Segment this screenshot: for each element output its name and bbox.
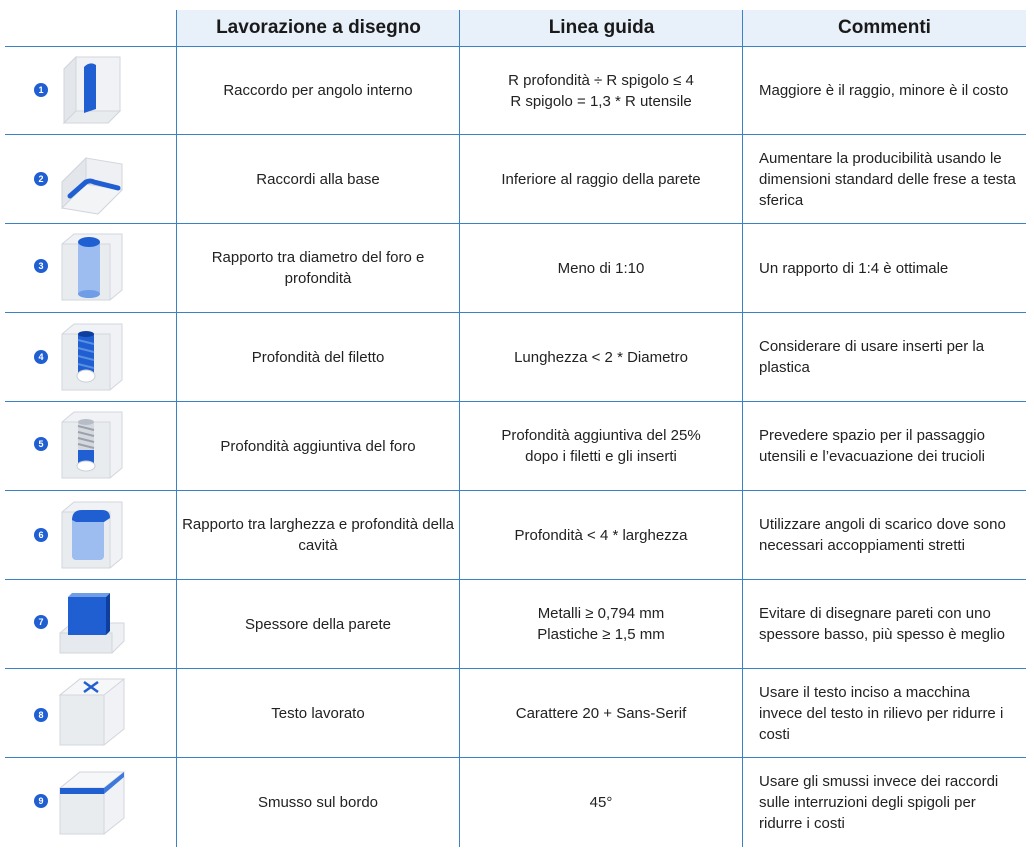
guideline-cell: Profondità < 4 * larghezza bbox=[514, 526, 688, 544]
feature-cell: Spessore della parete bbox=[245, 615, 391, 633]
row-number-badge: 4 bbox=[34, 350, 48, 364]
guideline-cell: 45° bbox=[589, 794, 613, 811]
cavity-icon bbox=[56, 498, 128, 572]
row-number-badge: 2 bbox=[34, 172, 48, 186]
guideline-cell: R profondità ÷ R spigolo ≤ 4 R spigolo = 1,3 * R utensile bbox=[508, 71, 694, 110]
comment-cell: Prevedere spazio per il passaggio utensili e l’evacuazione dei trucioli bbox=[759, 427, 985, 465]
row-number-badge: 8 bbox=[34, 708, 48, 722]
comment-cell: Evitare di disegnare pareti con uno spessore basso, più spesso è meglio bbox=[759, 605, 1005, 643]
guideline-cell: Lunghezza < 2 * Diametro bbox=[514, 348, 688, 366]
guideline-cell: Metalli ≥ 0,794 mm Plastiche ≥ 1,5 mm bbox=[537, 605, 665, 643]
comment-cell: Aumentare la producibilità usando le dimensioni standard delle frese a testa sferica bbox=[759, 149, 1016, 209]
feature-cell: Smusso sul bordo bbox=[257, 794, 379, 811]
feature-cell: Rapporto tra diametro del foro e profondità bbox=[211, 249, 425, 287]
header-feature: Lavorazione a disegno bbox=[216, 17, 421, 38]
comment-cell: Usare gli smussi invece dei raccordi sulle interruzioni degli spigoli per ridurre i costi bbox=[759, 773, 999, 832]
thread-depth-icon bbox=[56, 320, 128, 394]
row-number-badge: 3 bbox=[34, 259, 48, 273]
extra-hole-depth-icon bbox=[56, 408, 128, 482]
comment-cell: Usare il testo inciso a macchina invece del testo in rilievo per ridurre i costi bbox=[759, 683, 1004, 743]
row-number-badge: 9 bbox=[34, 794, 48, 808]
feature-cell: Profondità aggiuntiva del foro bbox=[220, 437, 416, 455]
feature-cell: Rapporto tra larghezza e profondità della cavità bbox=[182, 516, 454, 554]
floor-fillet-icon bbox=[56, 142, 128, 216]
row-number-badge: 6 bbox=[34, 528, 48, 542]
guideline-cell: Carattere 20 + Sans-Serif bbox=[515, 704, 687, 722]
feature-cell: Profondità del filetto bbox=[251, 348, 385, 366]
feature-cell: Testo lavorato bbox=[271, 704, 365, 722]
header-comments: Commenti bbox=[838, 17, 931, 38]
guideline-cell: Meno di 1:10 bbox=[557, 259, 645, 277]
guideline-cell: Profondità aggiuntiva del 25% dopo i filetti e gli inserti bbox=[501, 427, 701, 465]
comment-cell: Un rapporto di 1:4 è ottimale bbox=[759, 259, 949, 277]
row-number-badge: 7 bbox=[34, 615, 48, 629]
hole-depth-icon bbox=[56, 230, 128, 304]
comment-cell: Maggiore è il raggio, minore è il costo bbox=[759, 82, 1009, 99]
comment-cell: Utilizzare angoli di scarico dove sono necessari accoppiamenti stretti bbox=[759, 516, 1006, 554]
row-number-badge: 1 bbox=[34, 83, 48, 97]
machined-text-icon bbox=[56, 675, 128, 749]
edge-chamfer-icon bbox=[56, 764, 128, 838]
feature-cell: Raccordi alla base bbox=[256, 170, 380, 188]
guideline-cell: Inferiore al raggio della parete bbox=[501, 170, 701, 188]
header-guideline: Linea guida bbox=[548, 17, 655, 38]
comment-cell: Considerare di usare inserti per la plastica bbox=[759, 338, 985, 376]
row-number-badge: 5 bbox=[34, 437, 48, 451]
wall-thickness-icon bbox=[56, 587, 128, 661]
feature-cell: Raccordo per angolo interno bbox=[223, 82, 413, 99]
inside-corner-fillet-icon bbox=[56, 53, 128, 127]
